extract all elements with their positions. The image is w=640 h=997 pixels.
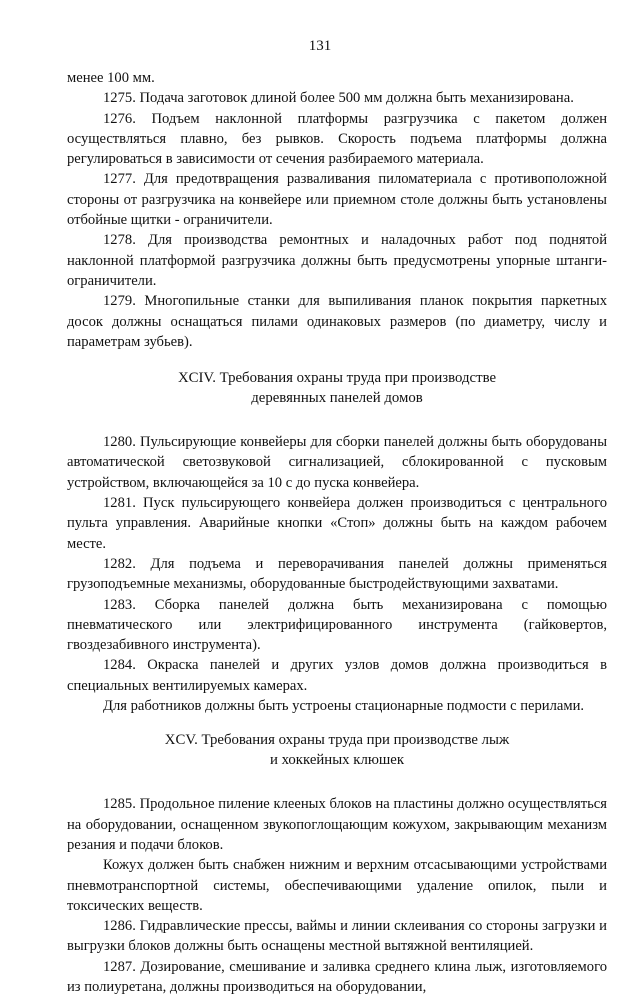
section-heading-xcv-line-1: XCV. Требования охраны труда при производстве лыж (164, 732, 510, 749)
paragraph-1277: 1277. Для предотвращения разваливания пиломатериала с противоположной стороны от разгрузчика на конвейере или приемном столе должны быть установлены отбойные щитки - ограничители. (67, 171, 607, 229)
section-heading-xciv-line-1: XCIV. Требования охраны труда при производстве (177, 370, 497, 387)
section-heading-xciv (67, 368, 607, 408)
page-number: 131 (308, 38, 332, 54)
paragraph-1285: 1285. Продольное пиление клееных блоков на пластины должно осуществляться на оборудовании, оснащенном звукопоглощающим кожухом, закрывающим механизм резания и подачи блоков. (67, 796, 607, 853)
paragraph-1280: 1280. Пульсирующие конвейеры для сборки панелей должны быть оборудованы автоматической светозвуковой сигнализацией, сблокированной с пусковым устройством, включающейся за 10 с до пуска конвейера. (67, 434, 607, 491)
paragraph-1284: 1284. Окраска панелей и других узлов домов должна производиться в специальных вентилируемых камерах. (67, 657, 607, 694)
paragraph-1284-continued: Для работников должны быть устроены стационарные подмости с перилами. (103, 698, 585, 715)
paragraph-continuation: менее 100 мм. (67, 70, 155, 86)
paragraph-1278: 1278. Для производства ремонтных и наладочных работ под поднятой наклонной платформой разгрузчика должны быть предусмотрены упорные штанги-ограничители. (67, 232, 607, 289)
paragraph-1281: 1281. Пуск пульсирующего конвейера должен производиться с центрального пульта управления. Аварийные кнопки «Стоп» должны быть на каждом рабочем месте. (67, 495, 607, 552)
paragraph-1275: 1275. Подача заготовок длиной более 500 мм должна быть механизирована. (103, 90, 574, 107)
paragraph-1287: 1287. Дозирование, смешивание и заливка среднего клина лыж, изготовляемого из полиуретана, должны производиться на оборудовании, (67, 958, 607, 995)
section-heading-xcv (67, 730, 607, 770)
paragraph-1285-continued: Кожух должен быть снабжен нижним и верхним отсасывающими устройствами пневмотранспортной системы, обеспечивающими удаление опилок, пыли и токсических веществ. (67, 857, 607, 914)
paragraph-1286: 1286. Гидравлические прессы, ваймы и линии склеивания со стороны загрузки и выгрузки блоков должны быть оснащены местной вытяжной вентиляцией. (67, 918, 607, 955)
document-body (67, 68, 607, 997)
section-heading-xciv-line-2: деревянных панелей домов (251, 390, 423, 407)
paragraph-1276: 1276. Подъем наклонной платформы разгрузчика с пакетом должен осуществляться плавно, без рывков. Скорость подъема платформы должна регулироваться в зависимости от сечения разбираемого материала. (67, 110, 607, 168)
paragraph-1283: 1283. Сборка панелей должна быть механизирована с помощью пневматического или электрифицированного инструмента (гайковертов, гвоздезабивного инструмента). (67, 596, 607, 654)
section-heading-xcv-line-2: и хоккейных клюшек (269, 752, 405, 769)
paragraph-1282: 1282. Для подъема и переворачивания панелей должны применяться грузоподъемные механизмы, оборудованные быстродействующими захватами. (67, 555, 607, 593)
paragraph-1279: 1279. Многопильные станки для выпиливания планок покрытия паркетных досок должны оснащаться пилами одинаковых размеров (по диаметру, числу и параметрам зубьев). (67, 293, 607, 350)
